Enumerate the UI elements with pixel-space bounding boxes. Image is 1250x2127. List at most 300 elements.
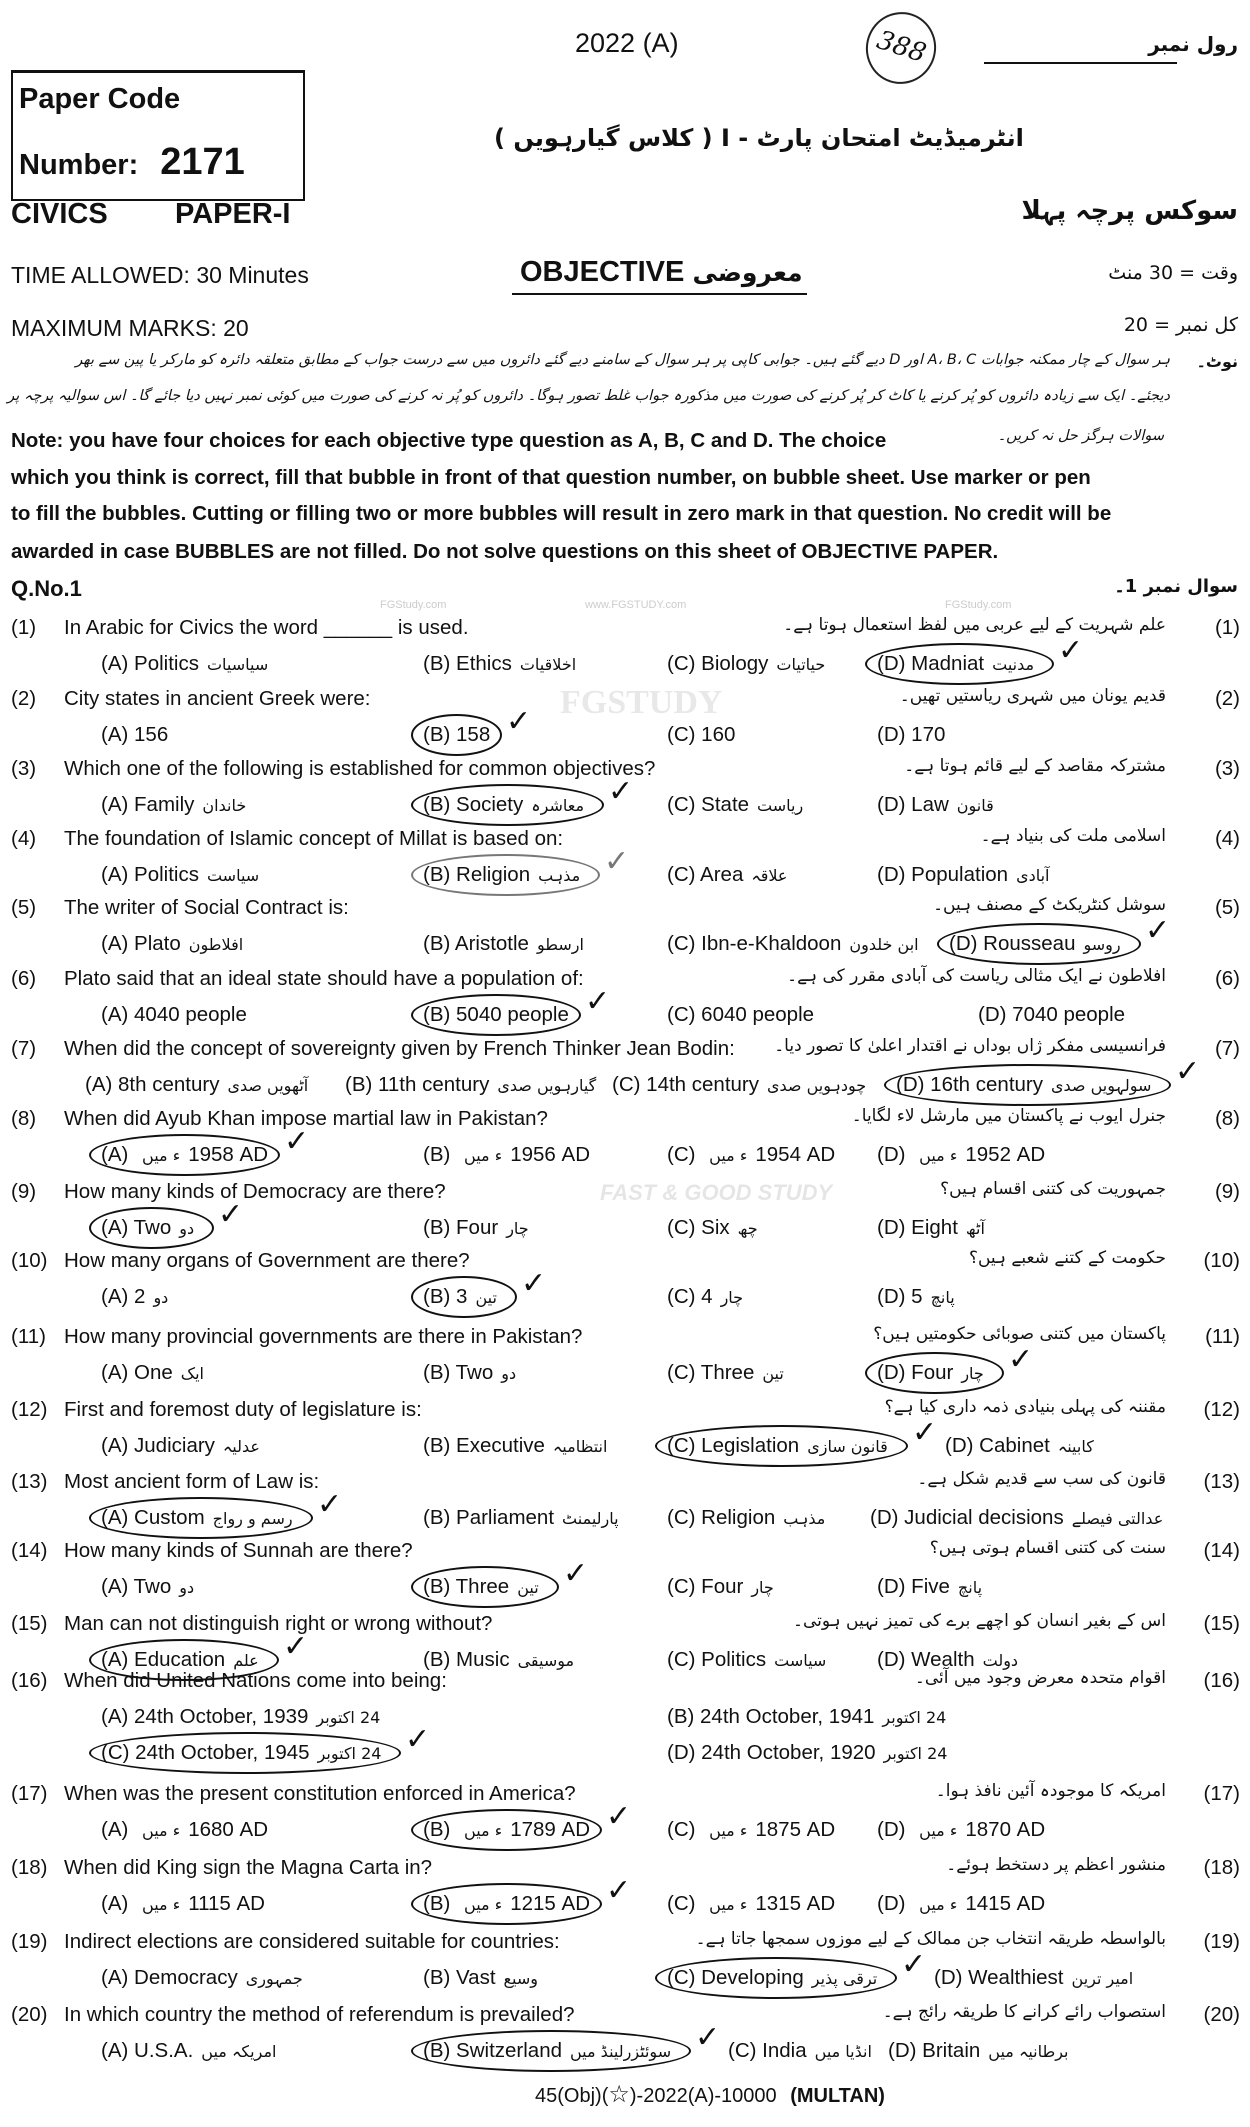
option-text: Executive xyxy=(456,1434,545,1457)
note-ur-line: دیجئے۔ ایک سے زیادہ دائروں کو پُر کرنے یا کاٹ کر پُر کرنے کی صورت میں مذکورہ جواب غلط تصور ہوگا۔ دائروں کو پُر نہ کرنے کی صورت میں کوئی نمبر نہیں دیا جائے گا۔ اس سوالیہ پرچہ پر xyxy=(7,388,1170,404)
option-a[interactable] xyxy=(101,1506,301,1530)
section-label-ur: سوال نمبر 1۔ xyxy=(1114,576,1238,597)
option-text: Wealthiest xyxy=(968,1966,1064,1989)
option-text: 24th October, 1941 xyxy=(700,1705,875,1728)
option-text: 2 xyxy=(134,1285,146,1308)
question-number-ur: (4) xyxy=(1214,827,1240,850)
option-label: (B) xyxy=(423,1506,451,1529)
answer-circle xyxy=(89,1497,313,1539)
option-text: Aristotle xyxy=(454,932,529,955)
option-text-ur: روسو xyxy=(1083,935,1121,954)
option-text: Law xyxy=(911,793,949,816)
option-text-ur: وسیع xyxy=(503,1969,539,1988)
question-text: When did United Nations come into being: xyxy=(64,1669,447,1692)
option-label: (C) xyxy=(667,723,696,746)
option-b[interactable] xyxy=(423,1143,590,1167)
option-a[interactable] xyxy=(101,1705,388,1729)
option-text: Democracy xyxy=(134,1966,238,1989)
option-c[interactable] xyxy=(101,1741,389,1765)
option-label: (A) xyxy=(101,1003,129,1026)
question-number: (12) xyxy=(11,1398,48,1421)
option-b[interactable] xyxy=(423,1575,547,1599)
answer-circle xyxy=(655,1957,897,1999)
option-a[interactable] xyxy=(85,1073,316,1097)
option-label: (A) xyxy=(101,1434,129,1457)
option-label: (B) xyxy=(423,1434,451,1457)
option-text-ur: افلاطون xyxy=(188,935,244,954)
option-label: (D) xyxy=(877,1285,906,1308)
question-text-ur: افلاطون نے ایک مثالی ریاست کی آبادی مقرر کی ہے۔ xyxy=(787,966,1166,986)
checkmark-icon: ✓ xyxy=(695,2020,721,2055)
option-d[interactable] xyxy=(877,1285,963,1309)
option-label: (D) xyxy=(877,723,906,746)
option-text-ur: گیارہویں صدی xyxy=(497,1076,597,1095)
option-text-ur: جمہوری xyxy=(245,1969,303,1988)
answer-circle xyxy=(411,784,604,826)
option-label: (A) xyxy=(101,652,129,675)
option-label: (C) xyxy=(667,652,696,675)
option-label: (C) xyxy=(612,1073,641,1096)
option-text: U.S.A. xyxy=(134,2039,194,2062)
option-label: (C) xyxy=(667,1003,696,1026)
watermark-text: FGStudy.com xyxy=(380,599,447,611)
option-d[interactable] xyxy=(978,1003,1125,1027)
option-a[interactable] xyxy=(101,932,251,956)
option-text-ur: سیاسیات xyxy=(206,655,269,674)
option-text-ur: ء میں xyxy=(142,1895,181,1914)
option-a[interactable] xyxy=(101,1285,176,1309)
checkmark-icon: ✓ xyxy=(521,1266,547,1301)
option-label: (B) xyxy=(423,932,451,955)
option-text-ur: تین xyxy=(762,1364,784,1383)
note-ur-line: ہر سوال کے چار ممکنہ جوابات A، B، C اور D دیے گئے ہیں۔ جوابی کاپی پر ہر سوال کے سامنے دیے گئے دائروں میں سے درست جواب کے مطابق متعلقہ دائرہ کو مارکر یا پین سے بھر xyxy=(75,352,1170,368)
watermark-logo: FGSTUDY xyxy=(560,684,723,721)
option-text: Judicial decisions xyxy=(904,1506,1064,1529)
option-text: 1680 AD xyxy=(188,1818,268,1841)
footer-code-prefix: 45(Obj)( xyxy=(535,2085,609,2107)
option-label: (A) xyxy=(101,793,129,816)
option-text: 1958 AD xyxy=(188,1143,268,1166)
option-text: 11th century xyxy=(378,1073,490,1096)
option-c[interactable] xyxy=(667,1575,782,1599)
option-label: (C) xyxy=(667,1892,696,1915)
question-text-ur: امریکہ کا موجودہ آئین نافذ ہوا۔ xyxy=(935,1781,1166,1801)
option-text-ur: اخلاقیات xyxy=(519,655,577,674)
option-label: (A) xyxy=(101,1966,129,1989)
question-text-ur: سوشل کنٹریکٹ کے مصنف ہیں۔ xyxy=(933,895,1166,915)
note-en-line: Note: you have four choices for each objective type question as A, B, C and D. The choice xyxy=(11,429,887,452)
option-text: Parliament xyxy=(456,1506,555,1529)
option-c[interactable] xyxy=(667,793,811,817)
option-d[interactable] xyxy=(949,932,1129,956)
option-text-ur: موسیقی xyxy=(517,1651,575,1670)
question-number-ur: (18) xyxy=(1203,1856,1240,1879)
option-text: 156 xyxy=(134,723,169,746)
option-text: 5040 people xyxy=(456,1003,569,1026)
option-text-ur: ء میں xyxy=(464,1895,503,1914)
option-text-ur: مذہب xyxy=(538,866,581,885)
option-text: Area xyxy=(700,863,744,886)
checkmark-icon: ✓ xyxy=(608,774,634,809)
exam-title-ur: انٹرمیڈیٹ امتحان پارٹ - I ( کلاس گیارہویں ) xyxy=(494,124,1024,152)
question-text-ur: مشترکہ مقاصد کے لیے قائم ہوتا ہے۔ xyxy=(904,756,1166,776)
option-text-ur: پانچ xyxy=(957,1578,983,1597)
option-d[interactable] xyxy=(877,1575,990,1599)
note-en-line: to fill the bubbles. Cutting or filling two or more bubbles will result in zero mark in that question. No credit will be xyxy=(11,502,1112,525)
option-text-ur: امیر ترین xyxy=(1071,1969,1134,1988)
option-b[interactable] xyxy=(423,1361,524,1385)
answer-circle xyxy=(411,1276,517,1318)
option-label: (D) xyxy=(949,932,978,955)
option-d[interactable] xyxy=(877,1892,1045,1916)
objective-heading xyxy=(512,256,807,295)
option-d[interactable] xyxy=(877,793,1002,817)
option-c[interactable] xyxy=(667,863,795,887)
option-a[interactable] xyxy=(101,1818,268,1842)
question-number-ur: (15) xyxy=(1203,1612,1240,1635)
option-label: (A) xyxy=(101,2039,129,2062)
option-label: (C) xyxy=(667,1143,696,1166)
option-label: (C) xyxy=(728,2039,757,2062)
option-label: (C) xyxy=(667,1818,696,1841)
question-text: Most ancient form of Law is: xyxy=(64,1470,320,1493)
answer-circle xyxy=(411,1883,602,1925)
question-text: When was the present constitution enforced in America? xyxy=(64,1782,576,1805)
option-text: 1115 AD xyxy=(188,1892,265,1915)
option-c[interactable] xyxy=(667,1285,751,1309)
option-label: (C) xyxy=(667,1648,696,1671)
option-label: (D) xyxy=(877,1648,906,1671)
question-text: When did Ayub Khan impose martial law in Pakistan? xyxy=(64,1107,548,1130)
option-c[interactable] xyxy=(667,1143,835,1167)
option-c[interactable] xyxy=(667,1966,885,1990)
note-en-line: awarded in case BUBBLES are not filled. Do not solve questions on this sheet of OBJECTIVE PAPER. xyxy=(11,540,999,563)
option-label: (B) xyxy=(423,652,451,675)
question-text-ur: منشور اعظم پر دستخط ہوئے۔ xyxy=(946,1855,1166,1875)
question-text: When did the concept of sovereignty given by French Thinker Jean Bodin: xyxy=(64,1037,735,1060)
option-text: Population xyxy=(911,863,1009,886)
option-text: Ibn-e-Khaldoon xyxy=(701,932,842,955)
option-a[interactable] xyxy=(101,1361,212,1385)
option-c[interactable] xyxy=(667,1216,766,1240)
answer-circle xyxy=(89,1134,280,1176)
option-text: Religion xyxy=(456,863,531,886)
option-b[interactable] xyxy=(423,863,588,887)
answer-circle xyxy=(89,1207,214,1249)
question-text: How many kinds of Democracy are there? xyxy=(64,1180,446,1203)
option-text: Religion xyxy=(701,1506,776,1529)
option-text: State xyxy=(701,793,750,816)
question-text-ur: پاکستان میں کتنی صوبائی حکومتیں ہیں؟ xyxy=(873,1324,1166,1344)
option-c[interactable] xyxy=(728,2039,880,2063)
option-text-ur: چار xyxy=(961,1364,984,1383)
checkmark-icon: ✓ xyxy=(1008,1342,1034,1377)
option-text-ur: قانون سازی xyxy=(807,1437,888,1456)
question-text-ur: سنت کی کتنی اقسام ہوتی ہیں؟ xyxy=(929,1538,1166,1558)
option-b[interactable] xyxy=(423,723,490,747)
option-text-ur: پارلیمنٹ xyxy=(562,1509,619,1528)
checkmark-icon: ✓ xyxy=(284,1124,310,1159)
option-text: Three xyxy=(455,1575,510,1598)
option-d[interactable] xyxy=(877,652,1042,676)
option-text: Four xyxy=(701,1575,744,1598)
option-b[interactable] xyxy=(423,1003,569,1027)
option-text: 8th century xyxy=(118,1073,220,1096)
checkmark-icon: ✓ xyxy=(912,1415,938,1450)
watermark-text: www.FGSTUDY.com xyxy=(585,599,687,611)
watermark-tagline: FAST & GOOD STUDY xyxy=(600,1180,833,1205)
checkmark-icon: ✓ xyxy=(1145,913,1171,948)
question-number-ur: (1) xyxy=(1214,616,1240,639)
option-a[interactable] xyxy=(101,1216,202,1240)
option-d[interactable] xyxy=(877,1143,1045,1167)
option-text-ur: ء میں xyxy=(142,1821,181,1840)
option-label: (B) xyxy=(423,1361,451,1384)
option-text: 24th October, 1920 xyxy=(701,1741,876,1764)
option-text-ur: ء میں xyxy=(464,1146,503,1165)
option-text: 6040 people xyxy=(701,1003,815,1026)
option-label: (A) xyxy=(101,863,129,886)
question-number: (4) xyxy=(11,827,37,850)
checkmark-icon: ✓ xyxy=(606,1873,632,1908)
question-number-ur: (2) xyxy=(1214,687,1240,710)
option-text-ur: مذہب xyxy=(783,1509,826,1528)
footer-board: (MULTAN) xyxy=(790,2085,885,2107)
option-a[interactable] xyxy=(101,723,168,747)
option-label: (B) xyxy=(423,1648,451,1671)
option-b[interactable] xyxy=(423,1216,537,1240)
option-text: 1415 AD xyxy=(965,1892,1046,1915)
question-number: (10) xyxy=(11,1249,48,1272)
option-d[interactable] xyxy=(934,1966,1141,1990)
option-text-ur: سیاست xyxy=(774,1651,827,1670)
answer-circle xyxy=(865,1352,1004,1394)
option-text: 1952 AD xyxy=(965,1143,1046,1166)
question-number: (3) xyxy=(11,757,37,780)
question-text: When did King sign the Magna Carta in? xyxy=(64,1856,433,1879)
option-text: 4 xyxy=(701,1285,713,1308)
option-label: (A) xyxy=(101,1892,129,1915)
option-a[interactable] xyxy=(101,863,267,887)
option-label: (B) xyxy=(423,863,451,886)
option-text: 1956 AD xyxy=(510,1143,590,1166)
option-d[interactable] xyxy=(888,2039,1077,2063)
question-text-ur: جنرل ایوب نے پاکستان میں مارشل لاء لگایا۔ xyxy=(851,1106,1166,1126)
option-d[interactable] xyxy=(877,1818,1045,1842)
option-text-ur: آٹھویں صدی xyxy=(227,1076,309,1095)
option-text-ur: ء میں xyxy=(142,1146,181,1165)
question-text: How many provincial governments are there in Pakistan? xyxy=(64,1325,583,1348)
option-label: (B) xyxy=(423,1966,451,1989)
answer-circle xyxy=(411,1566,559,1608)
option-b[interactable] xyxy=(423,1434,615,1458)
question-number: (20) xyxy=(11,2003,48,2026)
option-c[interactable] xyxy=(667,1648,834,1672)
question-text-ur: قدیم یونان میں شہری ریاستیں تھیں۔ xyxy=(899,686,1166,706)
option-d[interactable] xyxy=(870,1506,1171,1530)
option-b[interactable] xyxy=(345,1073,604,1097)
option-b[interactable] xyxy=(423,1285,505,1309)
question-text: The foundation of Islamic concept of Millat is based on: xyxy=(64,827,564,850)
option-b[interactable] xyxy=(423,652,584,676)
option-text: Judiciary xyxy=(134,1434,215,1457)
option-text-ur: ء میں xyxy=(709,1895,748,1914)
question-text: How many kinds of Sunnah are there? xyxy=(64,1539,413,1562)
option-text-ur: امریکہ میں xyxy=(201,2042,277,2061)
question-number-ur: (8) xyxy=(1214,1107,1240,1130)
option-c[interactable] xyxy=(612,1073,874,1097)
option-b[interactable] xyxy=(423,1892,590,1916)
note-ur-line: سوالات ہرگز حل نہ کریں۔ xyxy=(997,428,1164,444)
option-text-ur: ء میں xyxy=(919,1146,958,1165)
option-text: Family xyxy=(134,793,195,816)
objective-label: OBJECTIVE xyxy=(520,256,685,288)
option-text: Wealth xyxy=(911,1648,975,1671)
option-text-ur: عدلیہ xyxy=(222,1437,260,1456)
question-text-ur: علم شہریت کے لیے عربی میں لفظ استعمال ہوتا ہے۔ xyxy=(783,615,1166,635)
option-text-ur: کابینہ xyxy=(1057,1437,1094,1456)
option-text: 16th century xyxy=(930,1073,1043,1096)
option-text: 158 xyxy=(456,723,491,746)
option-text: 1789 AD xyxy=(510,1818,590,1841)
paper-code-label: Paper Code xyxy=(19,83,181,115)
option-a[interactable] xyxy=(101,1892,265,1916)
option-text: Politics xyxy=(134,863,199,886)
question-number-ur: (11) xyxy=(1205,1325,1240,1348)
option-label: (C) xyxy=(667,1966,696,1989)
option-label: (C) xyxy=(667,1506,696,1529)
option-b[interactable] xyxy=(423,1818,590,1842)
option-d[interactable] xyxy=(667,1741,955,1765)
option-text-ur: ریاست xyxy=(757,796,804,815)
option-c[interactable] xyxy=(667,723,735,747)
question-number: (15) xyxy=(11,1612,48,1635)
option-text: 1875 AD xyxy=(755,1818,836,1841)
option-text-ur: ء میں xyxy=(919,1821,958,1840)
option-text: Rousseau xyxy=(983,932,1076,955)
option-c[interactable] xyxy=(667,932,927,956)
objective-label-ur: معروضی xyxy=(692,258,803,287)
option-text-ur: 24 اکتوبر xyxy=(316,1708,381,1727)
question-text: Which one of the following is established for common objectives? xyxy=(64,757,656,780)
option-c[interactable] xyxy=(667,1434,896,1458)
question-number-ur: (16) xyxy=(1203,1669,1240,1692)
option-c[interactable] xyxy=(667,1003,814,1027)
option-a[interactable] xyxy=(101,1434,268,1458)
answer-circle xyxy=(884,1064,1171,1106)
question-number: (14) xyxy=(11,1539,48,1562)
option-label: (A) xyxy=(101,1143,129,1166)
option-c[interactable] xyxy=(667,652,833,676)
option-b[interactable] xyxy=(667,1705,954,1729)
option-text-ur: ء میں xyxy=(709,1821,748,1840)
paper-name: PAPER-I xyxy=(175,198,291,230)
option-text: 7040 people xyxy=(1012,1003,1126,1026)
option-a[interactable] xyxy=(101,1966,311,1990)
question-number-ur: (14) xyxy=(1203,1539,1240,1562)
option-text: Two xyxy=(133,1575,172,1598)
option-a[interactable] xyxy=(101,652,276,676)
option-label: (D) xyxy=(888,2039,917,2062)
option-text-ur: چھ xyxy=(737,1219,758,1238)
option-d[interactable] xyxy=(877,1216,993,1240)
option-b[interactable] xyxy=(423,932,592,956)
option-d[interactable] xyxy=(877,863,1057,887)
option-label: (A) xyxy=(85,1073,113,1096)
option-d[interactable] xyxy=(896,1073,1159,1097)
option-c[interactable] xyxy=(667,1818,835,1842)
option-label: (D) xyxy=(870,1506,899,1529)
option-text: Three xyxy=(700,1361,755,1384)
checkmark-icon: ✓ xyxy=(317,1487,343,1522)
option-b[interactable] xyxy=(423,1966,546,1990)
roll-number-label: رول نمبر xyxy=(1148,32,1238,56)
option-label: (D) xyxy=(877,793,906,816)
option-text: Developing xyxy=(701,1966,804,1989)
footer-code-suffix: )-2022(A)-10000 xyxy=(629,2085,777,2107)
option-d[interactable] xyxy=(945,1434,1102,1458)
option-c[interactable] xyxy=(667,1892,835,1916)
option-b[interactable] xyxy=(423,2039,679,2063)
option-text: 24th October, 1945 xyxy=(135,1741,310,1764)
time-allowed: TIME ALLOWED: 30 Minutes xyxy=(11,262,309,288)
question-text: The writer of Social Contract is: xyxy=(64,896,349,919)
option-a[interactable] xyxy=(101,1143,268,1167)
checkmark-icon: ✓ xyxy=(506,704,532,739)
option-label: (C) xyxy=(667,793,696,816)
option-label: (B) xyxy=(667,1705,695,1728)
option-b[interactable] xyxy=(423,1506,627,1530)
option-label: (C) xyxy=(667,1216,696,1239)
option-a[interactable] xyxy=(101,1003,247,1027)
question-number: (17) xyxy=(11,1782,48,1805)
option-b[interactable] xyxy=(423,793,592,817)
option-text-ur: قانون xyxy=(956,796,994,815)
option-c[interactable] xyxy=(667,1506,833,1530)
checkmark-icon: ✓ xyxy=(283,1629,309,1664)
option-a[interactable] xyxy=(101,1575,202,1599)
option-text-ur: 24 اکتوبر xyxy=(883,1744,948,1763)
option-text-ur: مدنیت xyxy=(992,655,1035,674)
option-c[interactable] xyxy=(667,1361,792,1385)
answer-circle xyxy=(865,643,1054,685)
option-text: Education xyxy=(134,1648,226,1671)
question-number-ur: (3) xyxy=(1214,757,1240,780)
option-d[interactable] xyxy=(877,723,945,747)
answer-circle xyxy=(655,1425,908,1467)
option-a[interactable] xyxy=(101,793,254,817)
option-text-ur: دولت xyxy=(982,1651,1019,1670)
question-text-ur: اس کے بغیر انسان کو اچھے برے کی تمیز نہیں ہوتی۔ xyxy=(793,1611,1166,1631)
option-a[interactable] xyxy=(101,2039,284,2063)
question-text: Indirect elections are considered suitable for countries: xyxy=(64,1930,560,1953)
question-text: Plato said that an ideal state should have a population of: xyxy=(64,967,584,990)
exam-year: 2022 (A) xyxy=(575,28,679,58)
handwritten-mark: 388 xyxy=(857,3,946,93)
option-label: (B) xyxy=(423,1003,451,1026)
option-text-ur: چودہویں صدی xyxy=(767,1076,867,1095)
option-d[interactable] xyxy=(877,1361,992,1385)
option-text: Music xyxy=(456,1648,510,1671)
question-number-ur: (5) xyxy=(1214,896,1240,919)
option-text-ur: ء میں xyxy=(709,1146,748,1165)
checkmark-icon: ✓ xyxy=(1175,1054,1201,1089)
roll-number-field[interactable] xyxy=(984,62,1177,64)
question-text-ur: استصواب رائے کرانے کا طریقہ رائج ہے۔ xyxy=(882,2002,1166,2022)
option-text: 1870 AD xyxy=(965,1818,1046,1841)
option-text-ur: ء میں xyxy=(464,1821,503,1840)
answer-circle xyxy=(411,1809,602,1851)
